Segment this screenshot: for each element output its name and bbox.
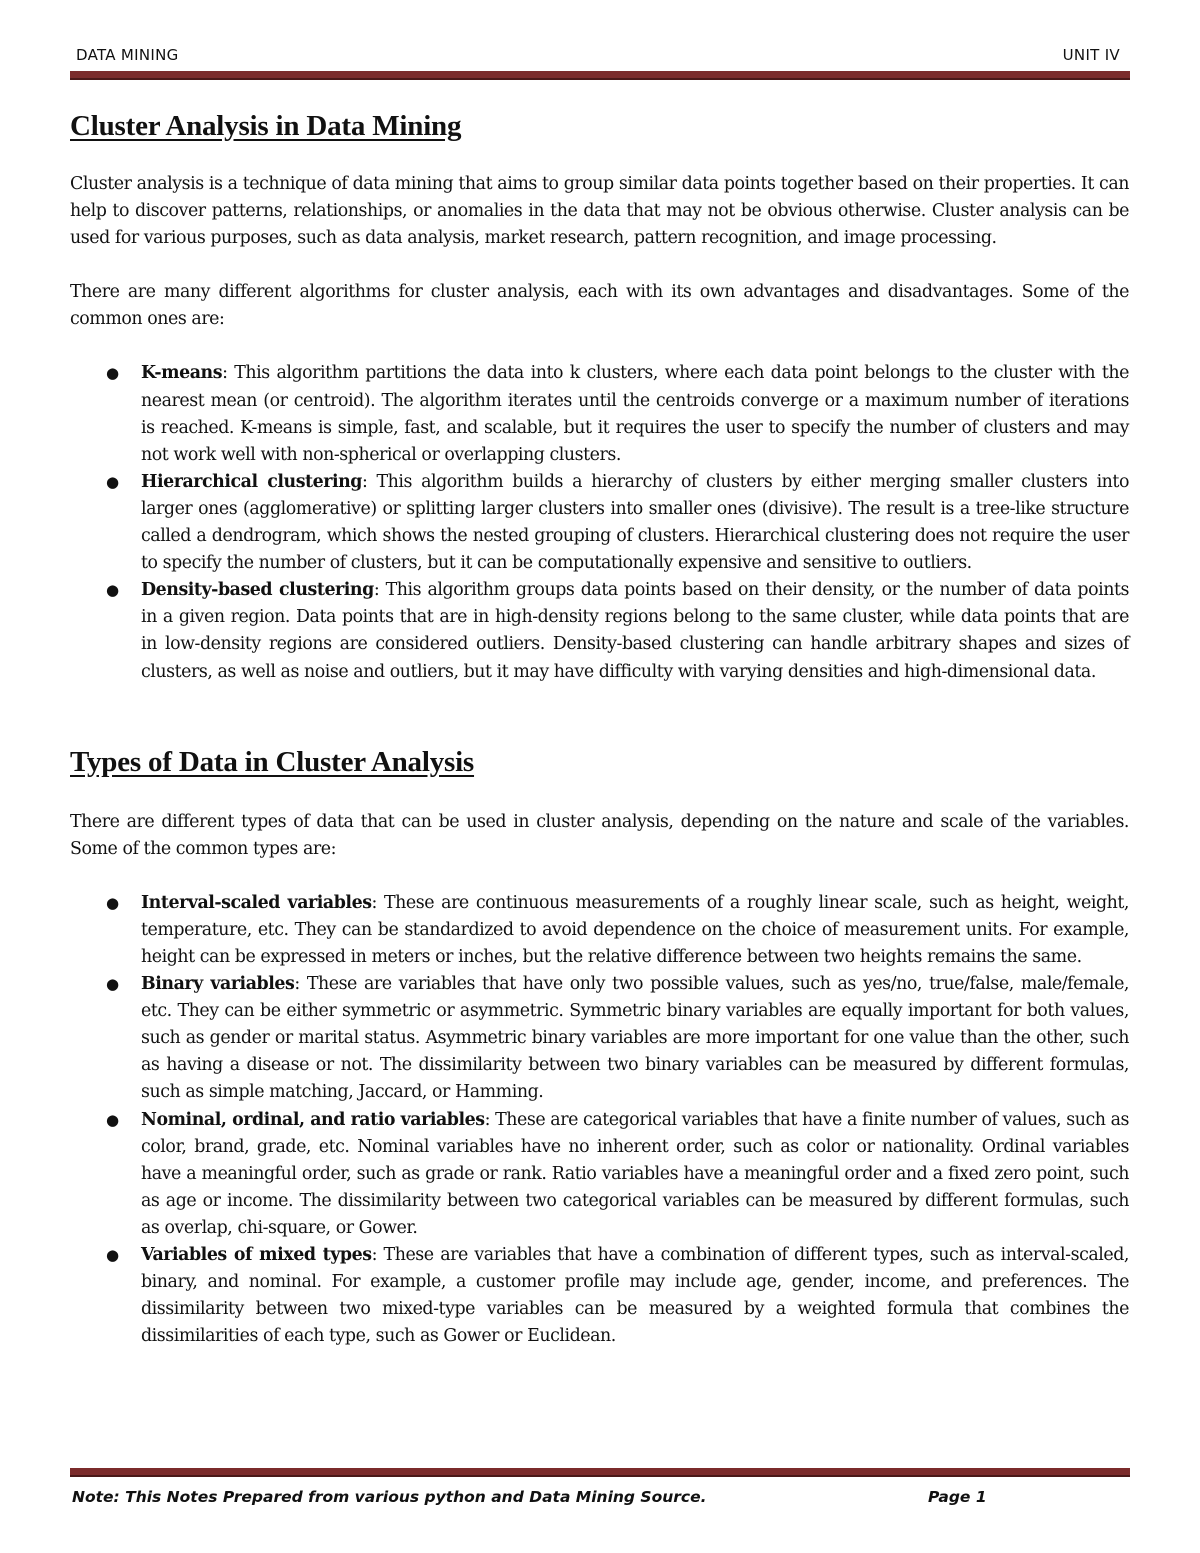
bullet-icon: ● xyxy=(106,893,119,912)
section-cluster-analysis xyxy=(70,106,1129,686)
list-item xyxy=(70,1107,1129,1242)
page-content xyxy=(70,106,1129,1350)
list-item xyxy=(70,971,1129,1106)
page-number: Page 1 xyxy=(928,1488,987,1506)
section-types-of-data xyxy=(70,742,1129,1351)
header-rule xyxy=(70,71,1130,80)
section-title: Types of Data in Cluster Analysis xyxy=(70,745,475,778)
footer-rule xyxy=(70,1468,1130,1477)
list-item-term: Binary variables xyxy=(141,974,295,995)
page-header xyxy=(72,44,1128,68)
list-item xyxy=(70,577,1129,685)
bullet-icon: ● xyxy=(106,1246,119,1264)
bullet-icon: ● xyxy=(106,472,119,491)
list-item-term: Interval-scaled variables xyxy=(141,892,372,913)
types-intro-paragraph: There are different types of data that can be used in cluster analysis, depending on the nature and scale of the variables. Some of the common types are: xyxy=(70,811,1129,859)
list-item xyxy=(70,469,1129,577)
list-item-text: : These are variables that have a combination of different types, such as interval-scaled, binary, and nominal. For example, a customer profile may include age, gender, income, and preferences. The dissimilarity between two mixed-type variables can be measured by a weighted formula that combines the dissimilarities of each type, such as Gower or Euclidean. xyxy=(141,1245,1129,1347)
bullet-icon: ● xyxy=(106,364,119,383)
list-item-text: : This algorithm groups data points based on their density, or the number of data points in a given region. Data points that are in high-density regions belong to the same cluster, while data points that are in low-density regions are considered outliers. Density-based clustering can handle arbitrary shapes and sizes of clusters, as well as noise and outliers, but it may have difficulty with varying densities and high-dimensional data. xyxy=(141,580,1130,682)
bullet-icon: ● xyxy=(106,1110,119,1129)
list-item-text: : This algorithm partitions the data into k clusters, where each data point belongs to the cluster with the nearest mean (or centroid). The algorithm iterates until the centroids converge or a maximum number of iterations is reached. K-means is simple, fast, and scalable, but it requires the user to specify the number of clusters and may not work well with non-spherical or overlapping clusters. xyxy=(141,363,1129,465)
list-item-text: : These are variables that have only two possible values, such as yes/no, true/false, male/female, etc. They can be either symmetric or asymmetric. Symmetric binary variables are equally important for both values, such as gender or marital status. Asymmetric binary variables are more important for one value than the other, such as having a disease or not. The dissimilarity between two binary variables can be measured by different formulas, such as simple matching, Jaccard, or Hamming. xyxy=(141,974,1129,1103)
footer-note: Note: This Notes Prepared from various python and Data Mining Source. xyxy=(72,1488,707,1506)
list-item-text: : These are categorical variables that have a finite number of values, such as color, brand, grade, etc. Nominal variables have no inherent order, such as color or nationality. Ordinal variables have a meaningful order, such as grade or rank. Ratio variables have a meaningful order and a fixed zero point, such as age or income. The dissimilarity between two categorical variables can be measured by different formulas, such as overlap, chi-square, or Gower. xyxy=(141,1109,1129,1238)
bullet-icon: ● xyxy=(106,581,119,600)
list-item-term: Density-based clustering xyxy=(141,580,374,601)
bullet-icon: ● xyxy=(106,975,119,994)
intro-paragraph: Cluster analysis is a technique of data mining that aims to group similar data points together based on their properties. It can help to discover patterns, relationships, or anomalies in the data that may not be obvious otherwise. Cluster analysis can be used for various purposes, such as data analysis, market research, pattern recognition, and image processing. xyxy=(70,174,1129,249)
algorithms-intro-paragraph: There are many different algorithms for cluster analysis, each with its own advantages and disadvantages. Some of the common ones are: xyxy=(70,282,1129,330)
list-item-term: Variables of mixed types xyxy=(141,1245,372,1265)
list-item-text: : This algorithm builds a hierarchy of clusters by either merging smaller clusters into larger ones (agglomerative) or splitting larger clusters into smaller ones (divisive). The result is a tree-like structure called a dendrogram, which shows the nested grouping of clusters. Hierarchical clustering does not require the user to specify the number of clusters, but it can be computationally expensive and sensitive to outliers. xyxy=(141,471,1129,574)
list-item xyxy=(70,890,1129,971)
header-unit: UNIT IV xyxy=(1062,46,1120,64)
list-item-term: Nominal, ordinal, and ratio variables xyxy=(141,1109,485,1130)
algorithms-list xyxy=(70,360,1129,685)
list-item-term: Hierarchical clustering xyxy=(141,471,363,492)
list-item-text: : These are continuous measurements of a roughly linear scale, such as height, weight, temperature, etc. They can be standardized to avoid dependence on the choice of measurement units. For example, height can be expressed in meters or inches, but the relative difference between two heights remains the same. xyxy=(141,892,1129,967)
header-subject: DATA MINING xyxy=(76,46,179,64)
list-item xyxy=(70,1242,1129,1350)
list-item xyxy=(70,360,1129,468)
list-item-term: K-means xyxy=(141,363,223,384)
section-title: Cluster Analysis in Data Mining xyxy=(70,110,462,142)
data-types-list xyxy=(70,890,1129,1351)
